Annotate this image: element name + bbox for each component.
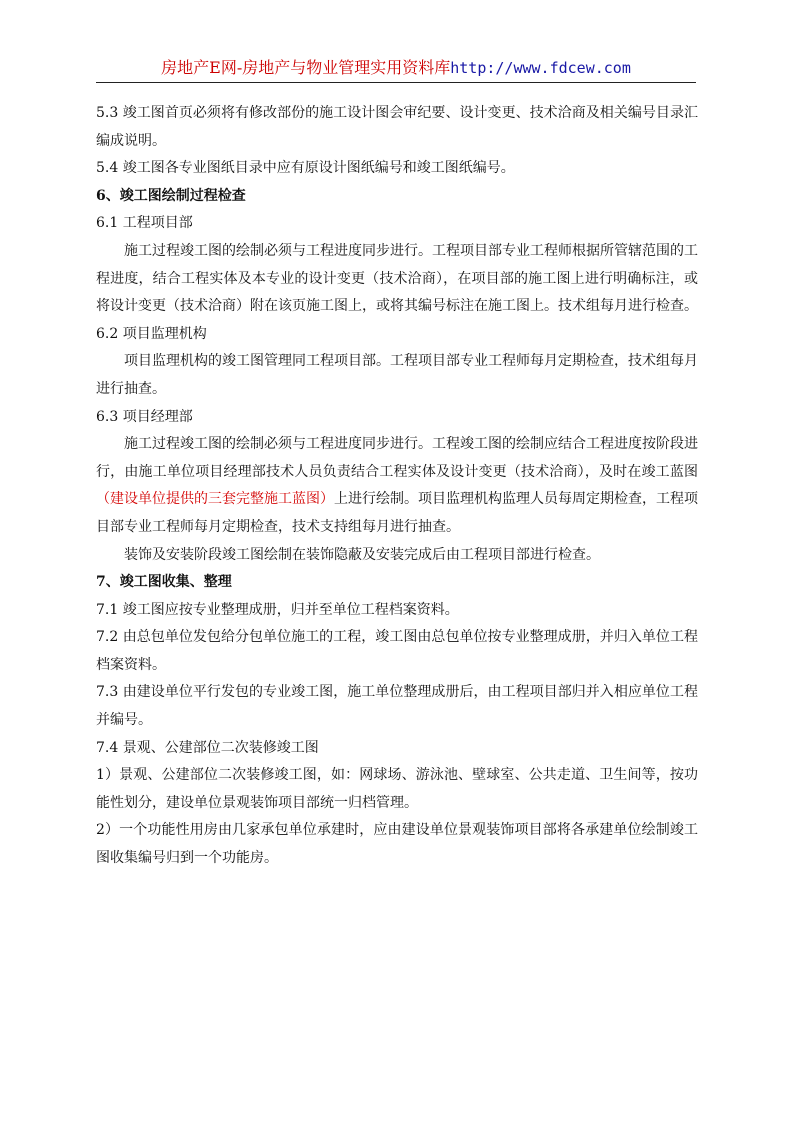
paragraph-7-1: 7.1 竣工图应按专业整理成册，归并至单位工程档案资料。 [96, 601, 459, 618]
page-header [96, 56, 696, 83]
paragraph-6-2: 项目监理机构的竣工图管理同工程项目部。工程项目部专业工程师每月定期检查，技术组每月进行抽查。 [96, 353, 698, 397]
paragraph-7-3: 7.3 由建设单位平行发包的专业竣工图，施工单位整理成册后，由工程项目部归并入相应单位工程并编号。 [96, 684, 698, 729]
paragraph-5-3: 5.3 竣工图首页必须将有修改部份的施工设计图会审纪要、设计变更、技术洽商及相关编号目录汇编成说明。 [96, 105, 698, 149]
subsection-6-2: 6.2 项目监理机构 [96, 325, 207, 342]
site-url[interactable]: http://www.fdcew.com [450, 59, 631, 77]
paragraph-6-3-part-a: 施工过程竣工图的绘制必须与工程进度同步进行。工程竣工图的绘制应结合工程进度按阶段进行，由施工单位项目经理部技术人员负责结合工程实体及设计变更（技术洽商），及时在竣工蓝图 [96, 436, 698, 480]
paragraph-7-2: 7.2 由总包单位发包给分包单位施工的工程，竣工图由总包单位按专业整理成册，并归入单位工程档案资料。 [96, 629, 698, 673]
subsection-6-3: 6.3 项目经理部 [96, 408, 193, 425]
site-name: 房地产E网-房地产与物业管理实用资料库 [161, 58, 451, 77]
paragraph-5-4: 5.4 竣工图各专业图纸目录中应有原设计图纸编号和竣工图纸编号。 [96, 160, 515, 177]
subsection-7-4: 7.4 景观、公建部位二次装修竣工图 [96, 739, 319, 756]
paragraph-6-3 [96, 431, 698, 541]
paragraph-7-4-2: 2）一个功能性用房由几家承包单位承建时，应由建设单位景观装饰项目部将各承建单位绘制竣工图收集编号归到一个功能房。 [96, 822, 698, 867]
subsection-6-1: 6.1 工程项目部 [96, 215, 193, 232]
paragraph-6-1: 施工过程竣工图的绘制必须与工程进度同步进行。工程项目部专业工程师根据所管辖范围的工程进度，结合工程实体及本专业的设计变更（技术洽商），在项目部的施工图上进行明确标注，或将设计变更（技术洽商）附在该页施工图上，或将其编号标注在施工图上。技术组每月进行检查。 [96, 242, 698, 315]
paragraph-6-3-part-b: 上进行绘制。项目监理机构监理人员每周定期检查，工程项目部专业工程师每月定期检查，技术支持组每月进行抽查。 [96, 491, 698, 535]
highlighted-note: （建设单位提供的三套完整施工蓝图） [96, 491, 334, 508]
paragraph-6-3-decoration: 装饰及安装阶段竣工图绘制在装饰隐蔽及安装完成后由工程项目部进行检查。 [124, 546, 600, 563]
paragraph-7-4-1: 1）景观、公建部位二次装修竣工图，如：网球场、游泳池、壁球室、公共走道、卫生间等，按功能性划分，建设单位景观装饰项目部统一归档管理。 [96, 767, 698, 811]
section-heading-6: 6、竣工图绘制过程检查 [96, 187, 246, 204]
section-heading-7: 7、竣工图收集、整理 [96, 574, 232, 591]
document-body [96, 100, 698, 873]
